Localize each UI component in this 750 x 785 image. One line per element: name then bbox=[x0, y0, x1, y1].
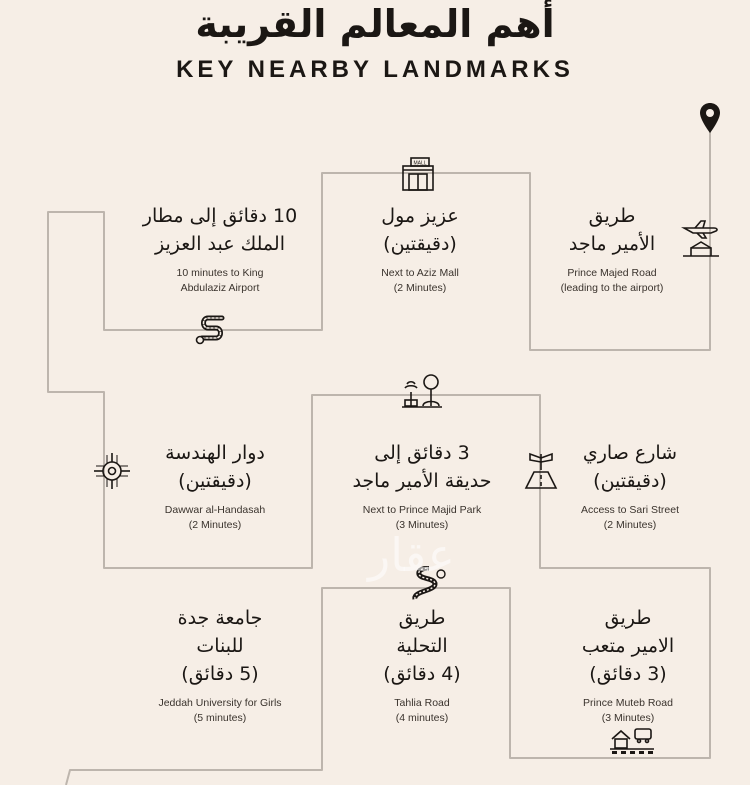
svg-text:MALL: MALL bbox=[413, 160, 427, 167]
airplane-icon bbox=[681, 218, 721, 258]
landmark-prince-majid-park bbox=[322, 439, 522, 533]
landmark-en: 10 minutes to King Abdulaziz Airport bbox=[176, 267, 264, 294]
roundabout-icon bbox=[93, 452, 131, 490]
landmark-en: Dawwar al-Handasah (2 Minutes) bbox=[164, 504, 266, 531]
landmark-ar: جامعة جدة للبنات (5 دقائق) bbox=[177, 607, 263, 685]
landmark-airport bbox=[120, 202, 320, 296]
landmark-en: Access to Sari Street (2 Minutes) bbox=[580, 504, 680, 531]
landmark-ar: شارع صاري (دقيقتين) bbox=[582, 442, 678, 492]
landmark-ar: دوار الهندسة (دقيقتين) bbox=[165, 442, 265, 492]
page-title-english: KEY NEARBY LANDMARKS bbox=[176, 56, 574, 83]
landmark-ar: 10 دقائق إلى مطار الملك عبد العزيز bbox=[142, 205, 298, 255]
watermark-logo: عقار bbox=[368, 528, 455, 582]
landmark-en: Tahlia Road (4 minutes) bbox=[394, 697, 450, 724]
landmark-jeddah-university bbox=[120, 604, 320, 726]
landmark-ar: 3 دقائق إلى حديقة الأمير ماجد bbox=[352, 442, 492, 492]
landmark-en: Next to Prince Majid Park (3 Minutes) bbox=[362, 504, 482, 531]
landmark-ar: طريق الامير متعب (3 دقائق) bbox=[581, 607, 675, 685]
road-sign-icon bbox=[522, 448, 560, 490]
landmark-ar: عزيز مول (دقيقتين) bbox=[381, 205, 459, 255]
landmark-en: Prince Muteb Road (3 Minutes) bbox=[583, 697, 673, 724]
route-icon bbox=[194, 311, 230, 347]
landmark-en: Jeddah University for Girls (5 minutes) bbox=[158, 697, 282, 724]
road-bus-icon bbox=[609, 721, 655, 755]
landmark-sari-street bbox=[530, 439, 730, 533]
landmark-dawwar-handasah bbox=[115, 439, 315, 533]
location-pin-icon bbox=[699, 102, 721, 134]
page-title-arabic: أهم المعالم القريبة bbox=[195, 2, 555, 46]
landmark-en: Prince Majed Road (leading to the airport) bbox=[560, 267, 664, 294]
landmark-prince-muteb-road bbox=[528, 604, 728, 726]
mall-icon bbox=[399, 156, 437, 192]
landmark-tahlia-road bbox=[322, 604, 522, 726]
landmark-ar: طريق الأمير ماجد bbox=[568, 205, 656, 255]
park-trees-icon bbox=[401, 372, 443, 410]
landmark-ar: طريق التحلية (4 دقائق) bbox=[383, 607, 461, 685]
landmark-en: Next to Aziz Mall (2 Minutes) bbox=[381, 267, 459, 294]
landmark-aziz-mall bbox=[320, 202, 520, 296]
